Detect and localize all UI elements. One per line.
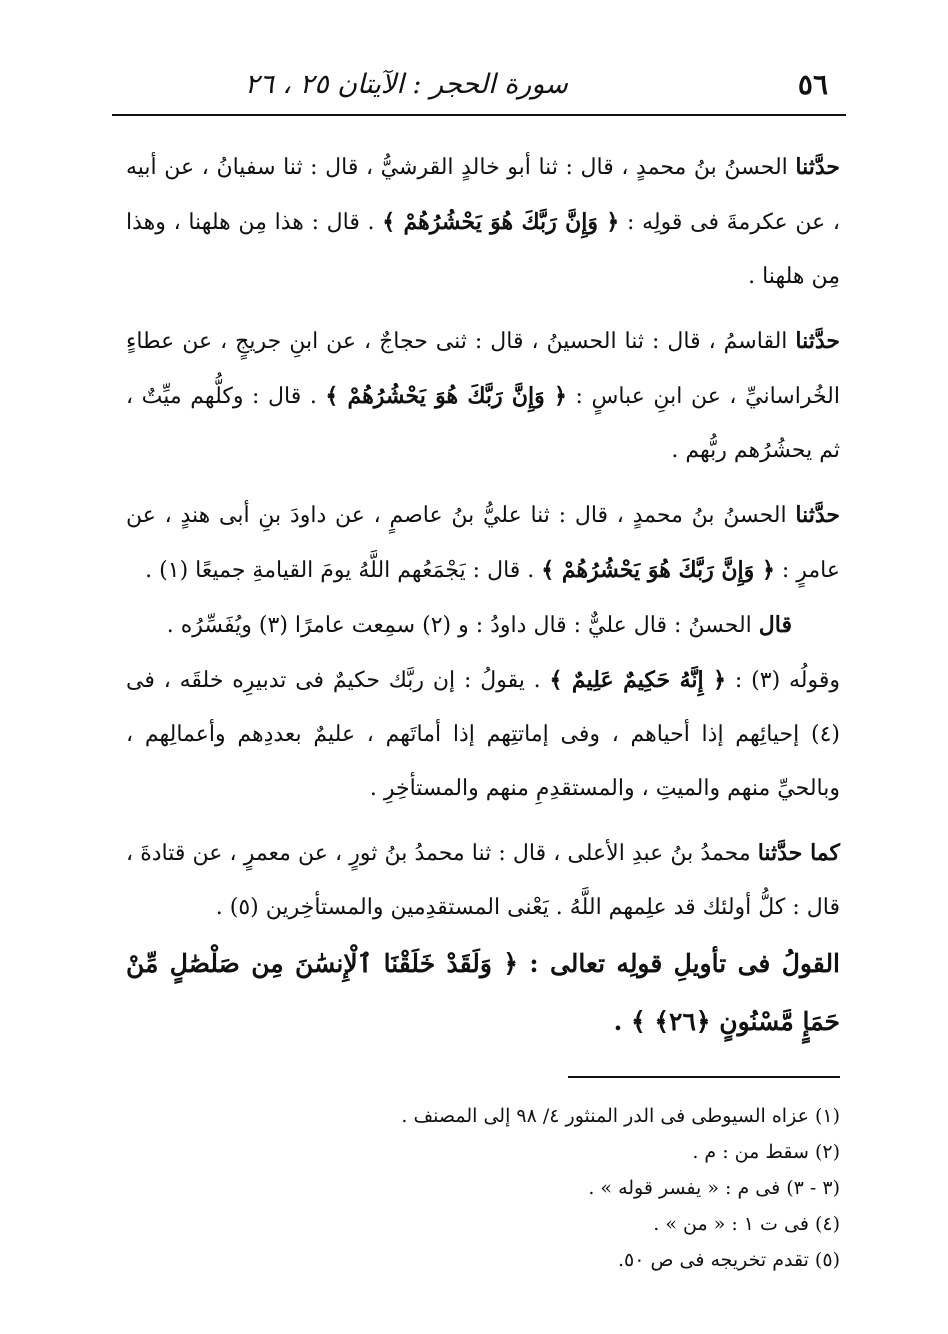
footnote-1: (١) عزاه السيوطى فى الدر المنثور ٤/ ٩٨ إلى المصنف . <box>401 1105 840 1127</box>
footnote-3: (٣ - ٣) فى م : « يفسر قوله » . <box>588 1177 840 1199</box>
paragraph-6 <box>126 826 840 935</box>
paragraph-2 <box>126 314 840 478</box>
paragraph-1 <box>126 140 840 304</box>
footnote-rule <box>568 1076 840 1078</box>
paragraph-text: وقولُه (٣) : <box>726 668 840 693</box>
heading-tail: . <box>613 1007 632 1036</box>
paragraph-text: الحسنُ بنُ محمدٍ ، قال : ثنا أبو خالدٍ القرشيُّ ، قال : ثنا سفيانُ ، عن أبيه ، عن عكرمةَ فى قولِه : <box>126 155 841 235</box>
heading-lead: القولُ فى تأويلِ قولِه تعالى : <box>518 949 841 978</box>
paragraph-text: الحسنُ : قال عليٌّ : قال داودُ : و (٢) سمِعت عامرًا (٣) ويُفَسِّرُه . <box>166 613 759 638</box>
paragraph-lead: حدَّثنا <box>795 154 840 180</box>
paragraph-3 <box>126 488 840 598</box>
page-header <box>112 58 846 110</box>
footnote-5: (٥) تقدم تخريجه فى ص ٥٠. <box>617 1249 840 1271</box>
header-rule <box>112 114 846 116</box>
section-heading <box>126 935 840 1051</box>
paragraph-lead: حدَّثنا <box>795 328 840 354</box>
footnotes <box>126 1098 840 1278</box>
quran-quote: ﴿ إِنَّهُ حَكِيمٌ عَلِيمٌ ﴾ <box>549 667 727 693</box>
quran-quote: ﴿ وَإِنَّ رَبَّكَ هُوَ يَحْشُرُهُمْ ﴾ <box>541 557 775 583</box>
paragraph-5 <box>126 653 840 816</box>
paragraph-lead: كما حدَّثنا <box>757 840 841 866</box>
paragraph-tail: . يقولُ : إن ربَّك حكيمٌ فى تدبيرِه خلقَه ، فى (٤) إحيائِهم إذا أحياهم ، وفى إماتتِهم إذا أماتَهم ، عليمٌ بعددِهم وأعمالِهم ، وبالحيِّ منهم والميتِ ، والمستقدِمِ منهم والمستأخِرِ . <box>126 668 840 801</box>
paragraph-lead: قال <box>758 612 792 638</box>
footnote-4: (٤) فى ت ١ : « من » . <box>653 1213 840 1235</box>
main-text <box>126 140 840 1051</box>
quran-quote: ﴿ وَإِنَّ رَبَّكَ هُوَ يَحْشُرُهُمْ ﴾ <box>382 209 620 235</box>
paragraph-tail: . قال : يَجْمَعُهم اللَّهُ يومَ القيامةِ جميعًا (١) . <box>145 558 542 583</box>
quran-quote: ﴿ وَإِنَّ رَبَّكَ هُوَ يَحْشُرُهُمْ ﴾ <box>325 383 567 409</box>
running-title: سورة الحجر : الآيتان ٢٥ ، ٢٦ <box>244 68 568 100</box>
footnote-2: (٢) سقط من : م . <box>692 1141 840 1163</box>
paragraph-text: محمدُ بنُ عبدِ الأعلى ، قال : ثنا محمدُ بنُ ثورٍ ، عن معمرٍ ، عن قتادةَ ، قال : كلُّ أولئك قد علِمهم اللَّهُ . يَعْنى المستقدِمين والمستأخِرين (٥) . <box>126 841 840 920</box>
paragraph-lead: حدَّثنا <box>795 502 840 528</box>
quran-quote: ﴿ وَلَقَدْ خَلَقْنَا ٱلْإِنسَٰنَ مِن صَلْصَٰلٍ مِّنْ حَمَإٍ مَّسْنُونٍ ﴿٢٦﴾ ﴾ <box>126 949 840 1036</box>
paragraph-4 <box>126 598 840 653</box>
paragraph-tail: . قال : وكلُّهم ميِّتٌ ، ثم يحشُرُهم ربُّهم . <box>126 384 840 463</box>
paragraph-text: القاسمُ ، قال : ثنا الحسينُ ، قال : ثنى حجاجٌ ، عن ابنِ جريجٍ ، عن عطاءٍ الخُراسانيِّ ، عن ابنِ عباسٍ : <box>126 329 840 409</box>
paragraph-tail: . قال : هذا مِن هلهنا ، وهذا مِن هلهنا . <box>126 210 840 289</box>
page-number: ٥٦ <box>797 67 828 101</box>
paragraph-text: الحسنُ بنُ محمدٍ ، قال : ثنا عليُّ بنُ عاصمٍ ، عن داودَ بنِ أبى هندٍ ، عن عامرٍ : <box>126 503 840 583</box>
